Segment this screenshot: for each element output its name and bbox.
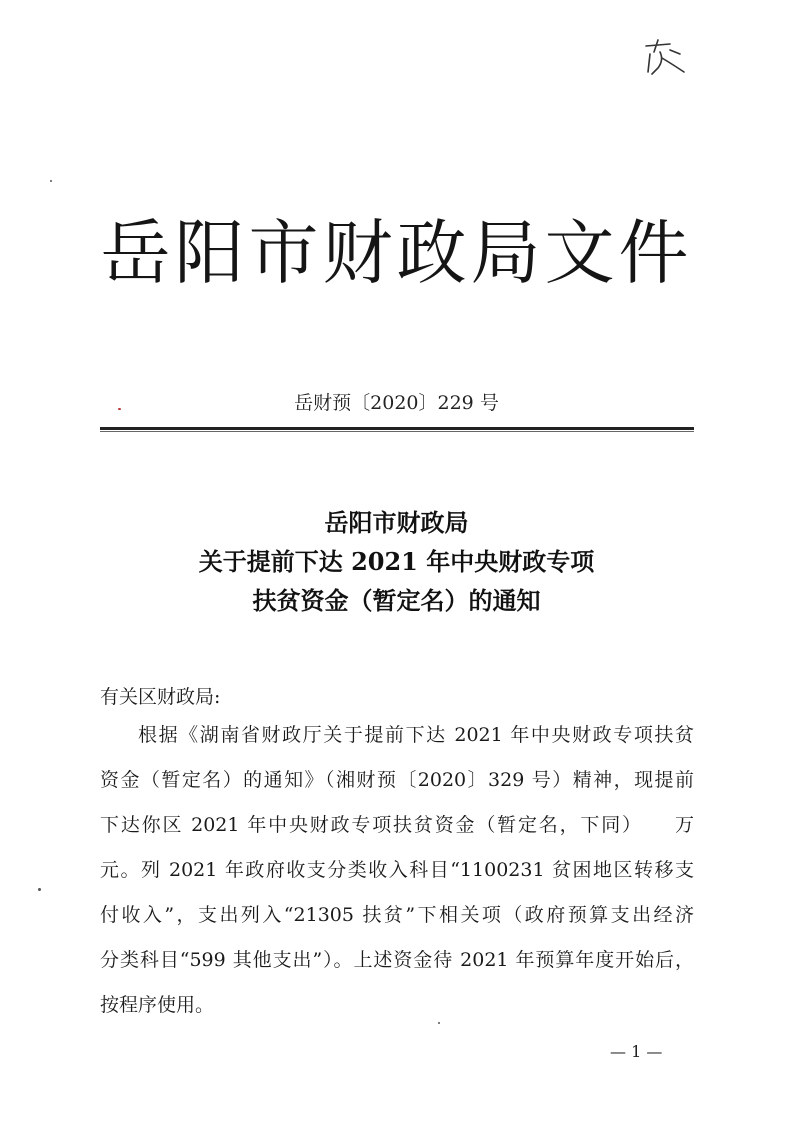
document-header-title: 岳阳市财政局文件 — [100, 212, 693, 294]
body-line: 下达你区 2021 年中央财政专项扶贫资金（暂定名，下同） 万 — [100, 814, 694, 836]
header-divider-rule — [100, 427, 694, 430]
body-paragraph — [100, 713, 694, 1028]
body-line: 付收入”，支出列入“21305 扶贫”下相关项（政府预算支出经济 — [100, 904, 694, 926]
scan-speck — [438, 1022, 440, 1024]
header-divider-rule-thin — [100, 431, 694, 432]
scan-speck — [38, 888, 41, 891]
document-number: 岳财预〔2020〕229 号 — [294, 392, 499, 414]
body-line: 按程序使用。 — [100, 994, 215, 1016]
notice-title — [0, 503, 793, 620]
body-line: 分类科目“599 其他支出”）。上述资金待 2021 年预算年度开始后， — [100, 949, 694, 971]
scan-speck — [118, 408, 121, 410]
body-line: 元。列 2021 年政府收支分类收入科目“1100231 贫困地区转移支 — [100, 859, 694, 881]
handwritten-mark-icon — [640, 38, 688, 78]
notice-title-line-3: 扶贫资金（暂定名）的通知 — [252, 586, 541, 615]
page-number: — 1 — — [610, 1042, 663, 1061]
body-line: 根据《湖南省财政厅关于提前下达 2021 年中央财政专项扶贫 — [138, 724, 694, 746]
body-line: 资金（暂定名）的通知》（湘财预〔2020〕329 号）精神，现提前 — [100, 769, 694, 791]
notice-title-line-1: 岳阳市财政局 — [324, 508, 469, 537]
scan-speck — [50, 180, 52, 182]
salutation: 有关区财政局: — [100, 686, 221, 708]
notice-title-line-2: 关于提前下达 2021 年中央财政专项 — [198, 547, 595, 576]
